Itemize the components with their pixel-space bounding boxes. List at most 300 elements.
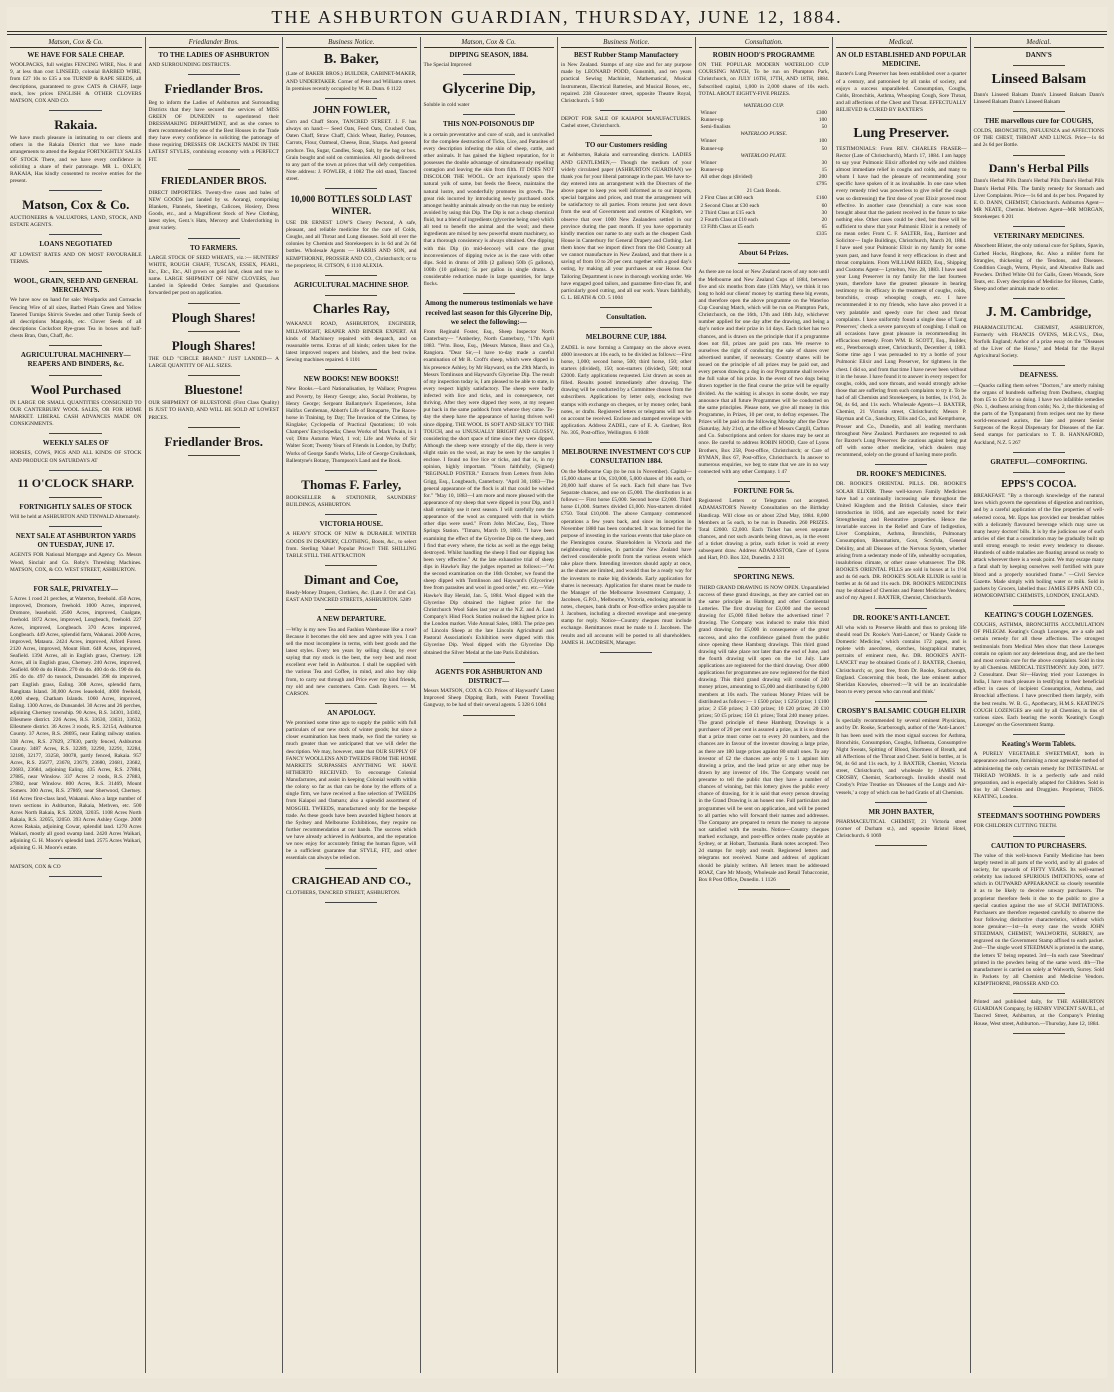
- advertisement: [836, 707, 967, 797]
- prize-group-name: WATERLOO PURSE.: [740, 131, 788, 138]
- column-header: Business Notice.: [561, 37, 692, 48]
- ad-heading: LOANS NEGOTIATED: [39, 240, 113, 249]
- ad-body: in New Zealand. Stamps of any size and for any purpose made by LEONARD PODD, Gunsmith, and ten years practical Sewing Machinist, Mathematical, Musical Instruments, Electrical Batteries, and Musical Boxes, etc., repaired. 238 Gloucester street, opposite Theatre Royal, Christchurch. 5 940: [561, 62, 692, 104]
- ad-separator: [738, 243, 790, 244]
- ad-separator: [738, 567, 790, 568]
- ad-heading: CAUTION TO PURCHASERS.: [990, 841, 1087, 850]
- prize-amount: 15: [821, 166, 827, 173]
- prize-row: [699, 174, 830, 181]
- ad-body: ON THE POPULAR MODERN WATERLOO CUP COURSING MATCH, To be run on Plumpton Park, Christchurch, on JULY 16TH, 17TH, AND 18TH, 1884. Subscribed capital, 1,000 in 2,000 shares of 10s each. TOTAL ABOUT EIGHTY-FIVE PRIZES.: [698, 62, 829, 97]
- advertisement: [974, 71, 1105, 106]
- ad-heading: NEXT SALE AT ASHBURTON YARDS ON TUESDAY, JUNE 17.: [15, 531, 136, 550]
- cash-bond-row: [699, 217, 830, 224]
- ad-separator: [600, 327, 652, 328]
- ad-heading: SPORTING NEWS.: [733, 573, 794, 582]
- ad-body: Will be held at ASHBURTON AND TINWALD Alternately.: [10, 513, 141, 520]
- ad-heading: FOR SALE, PRIVATELY—: [33, 584, 118, 593]
- advertisement: [561, 313, 692, 322]
- ad-separator: [600, 442, 652, 443]
- ad-heading: AGRICULTURAL MACHINE SHOP.: [293, 280, 409, 289]
- column-6: [695, 37, 833, 1373]
- ad-separator: [463, 715, 515, 716]
- ad-heading: STEEDMAN'S SOOTHING POWDERS: [977, 812, 1101, 821]
- prize-amount: 30: [821, 159, 827, 166]
- ad-body: New Books.—Lord Nationalisation, by Wallace; Progress and Poverty, by Henry George; also, Social Problems, by Henry George; Sergeant Ballantyne's Experiences, John Halifax Gentleman, Abbott's Life of Bonaparte, The Races-horse in Training, by Day; The Invasion of the Crimea, by Kinglake; Cyclopedia of Practical Quotations; 10 vols Champers' Encyclopedia; Chess Works of Mark Twain, in 1 vol; Ditto Autumn Ward, 1 vol; Life and Works of Sir Walter Scott; Twenty Years of Friends in London, by Duffy; Works of George Sand's Works, Life of George Cruikshank, Ballentyne's Botany, Thompson's Land and the Book.: [286, 386, 417, 464]
- ad-body: TESTIMONIALS: From REV. CHARLES FRASER—Rector (Late of Christchurch), March 17, 1884. I am happy to say your Pulmonic Elixir afforded my wife and children almost immediate relief in coughs and colds, and many to whom I have had the pleasure of recommending your specific have spoken of it as invaluable. In one case when every remedy tried was powerless to give relief the cough was so distressing) the first dose of your Elixir proved most effective. In another case (bronchial) a cure was soon brought about that the patient received in the future to take nothing else. Other cases could be cited, but these will be sufficient to show that your Pulmonic Elixir is a remedy of no mean order. From C. F. SALTER, Esq., Barrister and Solicitor— Ingle Buildings, Christchurch, March 20, 1884. I have used your Pulmonic Elixir in my family for some years past, and have found it very efficacious in chest and throat complaints. From WILLIAM REED, Esq., Shipping and Customs Agent— Lyttelton, Nov. 28, 1883. I have used your Lung Preserver in my family for the last fourteen years, therefore have the greatest pleasure in bearing testimony to its efficacy in the treatment of coughs, colds, bronchitis, croup whooping cough, etc. I have recommended it to my friends, who have also proved it a very palatable and speedy cure for chest and throat complaints. I have uniformly found a single dose of 'Lung Preserver,' check a severe paroxysm of coughing. I shall on all occasions have great pleasure in recommending its efficacious remedy. From WM. B. SCOTT, Esq., Builder, etc., Peterborough street, Christchurch, December 4, 1883. Some time ago I was persuaded to try a bottle of your Pulmonic Elixir and Lung Preserver, for tightness in the chest. I did so, and from that time I have never been without it in the house. I have found it to answer in every respect for coughs, colds, and sore throats, and would strongly advise those that are suffering from such complaints to try it. To be had of all Chemists and Storekeepers, in bottles, 1s 1½d, 2s 9d, 4s 6d, and 11s each. Wholesale Agents—J. BAXTER, Chemist, 21 Victoria street, Christchurch; Messrs P. Hayman and Co., Sansbury, Ellis and Co., and Kempthorne, Prosser and Co., Dunedin, and all leading merchants throughout New Zealand. Purchasers are requested to ask for Baxter's Lung Preserver. Be cautious against being put off with some other medicine, which dealers may recommend, solely on the ground of having more profit.: [836, 145, 967, 459]
- advertisement: [286, 476, 417, 509]
- ad-body: AUCTIONEERS & VALUATORS, LAND, STOCK, AND ESTATE AGENTS.: [10, 215, 142, 229]
- ad-body: Printed and published daily, for THE ASHBURTON GUARDIAN Company, by HENRY VINCENT SAVILL, of Tancred Street, Ashburton, at the Company's Printing House, West street, Ashburton.—Thursday, June 12, 1884.: [973, 999, 1104, 1027]
- ad-heading: JOHN FOWLER,: [312, 104, 390, 116]
- advertisement: [974, 740, 1105, 801]
- advertisement: [836, 470, 967, 602]
- ad-heading: Consultation.: [606, 313, 647, 322]
- bond-amount: 30: [821, 209, 827, 216]
- ad-separator: [325, 369, 377, 370]
- prize-row: [699, 146, 830, 153]
- advertisement: [149, 175, 280, 233]
- advertisement: [286, 301, 417, 364]
- ad-separator: [1013, 605, 1065, 606]
- ad-heading: Bluestone!: [184, 382, 243, 398]
- ad-heading: FORTUNE FOR 5s.: [733, 487, 794, 496]
- column-8: [970, 37, 1108, 1373]
- advertisement: [836, 614, 967, 696]
- prize-label: Winner: [700, 159, 717, 166]
- ad-separator: [1013, 836, 1065, 837]
- ad-heading: FORTNIGHTLY SALES OF STOCK: [19, 502, 133, 511]
- advertisement: [974, 51, 1105, 60]
- ad-separator: [1013, 452, 1065, 453]
- advertisement: [286, 375, 417, 465]
- ad-separator: [325, 565, 377, 566]
- ad-body: We promised some time ago to supply the public with full particulars of our new stock of winter goods; but since a closer examination has been made, we find the variety so much greater than we anticipated that we will defer the description. We may, however, state that OUR SUPPLY OF FANCY WOOLLENS AND TWEEDS FROM THE HOME MARKETS SURPASSES ANYTHING WE HAVE HITHERTO RECEIVED. To encourage Colonial Manufactures, and assist in keeping Colonial wealth within the colony so far as that can be done by the efforts of a single firm, we have received a fine selection of TWEEDS from Kaiapoi and Oamaru; also a splendid assortment of MOSGIEL TWEEDS, manufactured only for the bespoke trade. As these goods have been awarded highest honors at the Sydney and Melbourne Exhibitions, they require no further recommendation at our hands. The success which we have already achieved in Ashburton, and the reputation we now enjoy for accurately fitting the human figure, will be a sufficient guarantee that STYLE, FIT, and other essentials can always be relied on.: [286, 720, 417, 862]
- prize-amount: £300: [816, 109, 827, 116]
- ad-separator: [875, 608, 927, 609]
- ad-heading: AN OLD ESTABLISHED AND POPULAR MEDICINE.: [836, 51, 967, 69]
- ad-heading: Rakaia.: [54, 116, 98, 132]
- ad-body: On the Melbourne Cup (to be run in November). Capital—15,000 shares at 10s, £10,000, 5,000 shares of 10s each, or 20,000 half shares of 5s each. Each full share has Two Separate chances, and one on £5,000. The distribution is as follows:— First horse £5,000. Second horse £2,000. Third horse £1,000. Starters divided £1,000. Non-starters divided £750. Total £10,000. The above Company commenced operations a few years back, and since its inception in November 1880 has been conducted. It was formed for the purpose of investing in the various events that take place on the Flemington course. Shareholders in Victoria and the neighbouring colonies, in particular New Zealand have derived considerable profit from the various events which take place there. Intending investors should apply at once, as the shares are limited, and would thus be a ready way for the investors to make big dividends. Early application for shares is necessary. Application for shares must be made to the Manager of the Melbourne Investment Company, J. Jacobsen, G.P.O., Melbourne, Victoria, enclosing amount in notes, cheques, bank drafts or Post-office orders payable to J. Jacobsen, including a directed envelope and one-penny stamp for reply. Notice—Country cheques must include exchange. Remittances must be made to J. Jacobsen. The results and all accounts will be posted to all shareholders. JAMES H. JACOBSEN, Manager.: [561, 468, 692, 646]
- ad-body: ZADEL is now forming a Company on the above event. 4000 investors at 10s each, to be divided as follows:—First horse, 1,000; second horse, 500; third horse, 150; other starters (divided), 150; non-starters (divided), 500; total £2000. Early applications requested. List drawn as soon as filled. Results posted immediately after drawing. The drawing will be conducted by a Committee chosen from the subscribers. Applications by letter only, enclosing two stamps with exchange on cheques, or by money order, bank notes, or drafts. Registered letters or telegrams will not be on account be received. Enclose and stamped envelope with application. Address ZADEL, care of E. A. Gardner, Box No. 305, Post-office, Wellington. 6 1048: [561, 344, 692, 437]
- prize-row: [699, 138, 830, 145]
- ad-heading: Among the numerous testimonials we have received last season for this Glycerine Dip, we select the following:—: [424, 299, 553, 326]
- ad-separator: [738, 263, 790, 264]
- ad-heading: WEEKLY SALES OF: [42, 439, 109, 448]
- advertisement: [974, 117, 1105, 150]
- advertisement: [974, 304, 1105, 360]
- column-1: [7, 37, 145, 1373]
- ad-separator: [49, 526, 102, 527]
- ad-separator: [188, 455, 240, 456]
- ad-heading: BEST Rubber Stamp Manufactory: [573, 51, 679, 59]
- ad-separator: [325, 275, 377, 276]
- ad-body: Ready-Money Drapers, Clothiers, &c. (Late J. Orr and Co). EAST AND TANCRED STREETS, ASHBURTON. 5289: [286, 590, 417, 604]
- ad-body: FOR CHILDREN CUTTING TEETH.: [973, 823, 1058, 830]
- ad-body: PHARMACEUTICAL CHEMIST, ASHBURTON, Formerly with FRANCIS OVENS, M.R.C.V.S., Diss, Norfolk England; Author of a prize essay on the "Diseases of the Liver of the Horse," and Medal for the Royal Agricultural Society.: [973, 324, 1104, 360]
- ad-body: (Late of BAKER BROS.) BUILDER, CABINET-MAKER, AND UNDERTAKER. Corner of Peter and Williams street. In premises recently occupied by W. B. Dunn. 6 1122: [286, 71, 417, 92]
- bond-amount: 65: [821, 223, 827, 230]
- advertisement: [149, 51, 280, 69]
- column-7: [832, 37, 970, 1373]
- ad-heading: WE HAVE FOR SALE CHEAP.: [27, 51, 125, 59]
- ad-separator: [325, 470, 377, 471]
- ad-body: PHARMACEUTICAL CHEMIST, 21 Victoria street (corner of Durham st.), and opposite Bristol Hotel, Christchurch. 6 1069: [836, 818, 967, 840]
- advertisement: [974, 842, 1105, 989]
- prize-label: All other dogs (divided): [700, 174, 753, 181]
- ad-separator: [875, 119, 927, 120]
- column-4: [420, 37, 558, 1373]
- ad-separator: [49, 497, 102, 498]
- ad-body: Baxter's Lung Preserver has been established over a quarter of a century, and patronised by all ranks of society, and enjoys a success unparalleled. Consumption, Coughs, Colds, Bronchitis, Asthma, Whooping Cough, Sore Throat, and all affections of the Chest and Throat. EFFECTUALLY RELIEVED & CURED BY BAXTER'S: [836, 71, 967, 114]
- ad-heading: VETERINARY MEDICINES.: [993, 232, 1084, 241]
- advertisement: [10, 503, 142, 521]
- ad-body: Dann's Herbal Pills Dann's Herbal Pills Dann's Herbal Pills Dann's Herbal Pills. The family remedy for Stomach and Liver Complaints. Price—1s 6d and 4s per box. Prepared by E. O. DANN, CHEMIST, Christchurch. Ashburton Agent—MR NEATE, Chemist. Methven Agent—MR MORGAN, Storekeeper. 6 201: [973, 178, 1104, 221]
- ad-body: MATSON, COX & CO: [10, 863, 61, 870]
- bond-label: 2 First Class at £80 each: [700, 195, 754, 202]
- ad-separator: [49, 470, 102, 471]
- advertisement: [699, 249, 830, 258]
- ad-heading: THE marvellous cure for COUGHS,: [984, 116, 1094, 125]
- advertisement: [974, 812, 1105, 830]
- ad-heading: VICTORIA HOUSE.: [319, 520, 383, 529]
- ad-separator: [49, 190, 102, 191]
- ad-separator: [1013, 298, 1065, 299]
- advertisement: [974, 458, 1105, 467]
- ad-heading: Keating's Worm Tablets.: [1001, 740, 1076, 749]
- ad-separator: [1013, 111, 1065, 112]
- ad-body: LARGE STOCK OF SEED WHEATS, viz.:— HUNTERS' WHITE, ROUGH CHAFF, TUSCAN, ESSEX, PEARL, Etc., Etc., Etc., All grown on gold land, clean and true to name. LARGE SHIPMENT OF NEW CLOVERS, Just Landed in Splendid Order. Samples and Quotations forwarded per post on application.: [148, 254, 279, 297]
- advertisement: [699, 269, 830, 476]
- ad-separator: [325, 98, 377, 99]
- column-3: [282, 37, 420, 1373]
- ad-body: Messrs MATSON, COX & CO. Prices of Hayward's' Latest Improved Sheep Dipping Bath, with Patent Travelling Gangway, to be had of their several agents. 5 328 6 1084: [423, 688, 554, 709]
- ad-body: The Special Improved: [423, 62, 472, 69]
- ad-separator: [738, 889, 790, 890]
- advertisement: [10, 196, 142, 229]
- ad-heading: Plough Shares!: [171, 337, 256, 353]
- masthead-rule-2: [7, 34, 1107, 35]
- ad-separator: [49, 375, 102, 376]
- advertisement: [974, 999, 1105, 1028]
- advertisement: [699, 573, 830, 883]
- masthead-title: THE ASHBURTON GUARDIAN, THURSDAY, JUNE 12, 1884.: [271, 7, 843, 27]
- ad-body: COUGHS, ASTHMA, BRONCHITIS ACCUMULATION OF PHLEGM. Keating's Cough Lozenges, are a safe and certain remedy for all these affections. The strongest testimonials from Medical Men show that these Lozenges contain no opium nor any deleterious drug, and are the best and most certain cure for the above complaints. Sold in tins by all Chemists. MEDICAL TESTIMONY. July 20th, 1877. 2 Consultant. Dear Sir—Having tried your Lozenges in India, I have much pleasure in testifying to their beneficial effect in cases of incipient Consumption, Asthma, and Bronchial affections. I have prescribed them largely, with the best results. W. B. G., Apothecary, H.M.S. KEATING'S COUGH LOZENGES are sold by all Chemists, in tins of various sizes. Each bearing the words 'Keating's Cough Lozenges' on the Government Stamp.: [973, 622, 1104, 728]
- ad-separator: [188, 427, 240, 428]
- ad-body: BREAKFAST. "By a thorough knowledge of the natural laws which govern the operations of digestion and nutrition, and by a careful application of the fine properties of well-selected cocoa, Mr. Epps has provided our breakfast tables with a delicately flavoured beverage which may save us many heavy doctors' bills. It is by the judicious use of such articles of diet that a constitution may be gradually built up until strong enough to resist every tendency to disease. Hundreds of subtle maladies are floating around us ready to attack wherever there is a weak point. We may escape many a fatal shaft by keeping ourselves well fortified with pure blood and a properly nourished frame." —Civil Service Gazette. Made simply with boiling water or milk. Sold in packets by Grocers, labelled thus: JAMES EPPS AND CO., HOMOEOPATHIC CHEMISTS, LONDON, ENGLAND.: [973, 493, 1104, 599]
- column-header: Consultation.: [699, 37, 830, 48]
- ad-body: Soluble in cold water: [423, 102, 470, 109]
- advertisement: [561, 116, 692, 130]
- cash-bond-row: [699, 224, 830, 231]
- advertisement: [974, 611, 1105, 729]
- bond-amount: 60: [821, 202, 827, 209]
- prize-group-name: WATERLOO PLATE.: [740, 152, 787, 159]
- advertisement: [10, 277, 142, 340]
- advertisement: [10, 116, 142, 185]
- cash-bond-row: [699, 195, 830, 202]
- advertisement: [974, 371, 1105, 446]
- ad-separator: [49, 345, 102, 346]
- ad-heading: DANN'S: [1025, 51, 1052, 59]
- column-header: Business Notice.: [286, 37, 417, 48]
- column-header: Medical.: [974, 37, 1105, 48]
- ad-separator: [49, 110, 102, 111]
- bond-label: 2 Fourth Class at £10 each: [700, 216, 758, 223]
- ad-heading: Lung Preserver.: [853, 126, 950, 142]
- advertisement: [424, 51, 555, 69]
- advertisement: [561, 51, 692, 105]
- ad-heading: TO THE LADIES OF ASHBURTON: [158, 51, 270, 59]
- ad-separator: [325, 514, 377, 515]
- ad-body: THIRD GRAND DRAWING IS NOW OPEN. Unparalleled success of these grand drawings, as they are carried out on the same principle as Hamburg and other Continental Lotteries. The first drawing for £3,000 and the second drawing for £5,000 filled before the advertised time! 7 drawing. The Company was induced to make this third grand drawing for £5,000 in consequence of the great success, and also the confidence gained from the public since opening these Hamburg drawings. This third grand drawing will take place not later than the end of June, and the fourth drawing will open on the 1st July. Late applications are registered for the third drawing. Over 4000 applications for programmes are now registered for the third drawing. This third grand drawing will consist of 240 money prizes, amounting to £5,000 and distributed by 6,000 members at 10s each. The various Money Prizes will be distributed as follows:— 1 £500 prize; 1 £250 prize; 1 £100 prize; 2 £50 prizes; 3 £30 prizes; 10 £20 prizes; 20 £10 prizes; 50 £5 prizes; 150 £1 prizes; Total 240 money prizes. The grand principle of these Hamburg Drawings is a purchaser of 20 per cent is assured a prize, as it is so drawn that a prize must come out to every 20 numbers, and the chances are in favour of the investor drawing a large prize, as there are 180 large prizes against 80 small ones. To any investor of £2 the chances are only 5 to 1 against him drawing a prize, and the lead prize or any other may be drawn by any investor of 10s. The Company would not presume to tell the public that they have a number of chances of winning, but this lottery gives the public every chance of drawing, for it is said that every person drawing in the Grand Drawing is an honest one. Full particulars and programmes will be sent on application, and will be posted to all parties who will forward their names and addresses. The Company are prepared to return the money to anyone not satisfied with the results. Notice—Country cheques marked exchange, and post-office orders made payable at Sydney, or at Hobart, Tasmania. Bank notes accepted. Two 2d stamps for reply and result. Registered letters and telegrams not received. Name and address of applicant should be plainly written. All letters must be addressed ROAZ, Care Mr Moody, Wholesale and Retail Tobacconist, Box 8 Post Office, Dunedin. 1 1126: [698, 584, 829, 883]
- advertisement: [974, 161, 1105, 222]
- ad-separator: [875, 845, 927, 846]
- advertisement: [286, 615, 417, 697]
- ad-separator: [463, 74, 515, 75]
- advertisement: [10, 864, 142, 871]
- ad-separator: [600, 110, 652, 111]
- ad-heading: WOOL, GRAIN, SEED AND GENERAL MERCHANTS.: [13, 276, 138, 295]
- ad-separator: [463, 114, 515, 115]
- advertisement: [10, 351, 142, 369]
- advertisement: [149, 80, 280, 163]
- ad-heading: Thomas F. Farley,: [301, 476, 402, 492]
- ad-heading: Dimant and Coe,: [304, 571, 399, 587]
- ad-heading: 10,000 BOTTLES SOLD LAST WINTER.: [290, 194, 413, 217]
- ad-separator: [875, 464, 927, 465]
- ad-heading: 11 O'CLOCK SHARP.: [17, 475, 135, 490]
- advertisement: [699, 51, 830, 98]
- advertisement: [286, 874, 417, 898]
- advertisement: [10, 381, 142, 429]
- prize-label: Runner-up: [700, 166, 724, 173]
- prize-label: Winner: [700, 109, 717, 116]
- ad-separator: [1013, 806, 1065, 807]
- advertisement: [286, 104, 417, 183]
- bond-label: 2 Third Class at £15 each: [700, 209, 756, 216]
- ad-body: The value of this well-known Family Medicine has been largely tested in all parts of the world, and by all grades of society, for upwards of FIFTY YEARS. Its well-earned celebrity has induced SPURIOUS IMITATIONS, some of which in OUTWARD APPEARANCE so closely resemble it as to be likely to deceive unwary purchasers. The proprietor therefore feels it due to the public to give a special caution against the use of SUCH IMITATIONS. Purchasers are therefore requested carefully to observe the four following distinctive characteristics, without which none genuine:—1st—In every case the words JOHN STEEDMAN, CHEMIST, WALWORTH, SURREY, are engraved on the Government Stamp affixed to each packet. 2nd—The single word STEEDMAN is printed in the stamp, the letters 'E' being repeated. 3rd—In each case 'Steedman' printed in the powders being of the same word. 4th—The manufacturer is carried on solely at Walworth, Surrey. Sold in Packets by all Chemists and Medicine Vendors. KEMPTHORNE, PROSSER AND CO.: [973, 852, 1104, 988]
- ad-heading: MELBOURNE CUP, 1884.: [585, 333, 667, 342]
- ad-body: —Why is my new Tea and Fashion Warehouse like a rose? Because it becomes the old new and agree with you. I can sell the most incomplete in terms, with best goods and the latest styles. Every ten years by selling cheap, by ever saying that my stock is the best, the very best and most excellent ever held in Ashburton. I shall be supplied with the various Tea and Coffee, in mind, and also buy ship from, to carry out through and Price ever my kind friends, my old and new customers. Cam. Cash Buyers. — M. CARSON.: [286, 626, 417, 697]
- ad-body: From Reginald Foster, Esq., Sheep Inspector North Canterbury— "Amberley, North Canterbury, "17th April 1883. "Wm. Boss, Esq., (Messrs Matson, Buss and Co.), Rangiora. "Dear Sir,—I have to-day made a careful examination of Mr R. Croft's sheep, which were dipped in his presence Ashley, by Mr Hayward, on the 29th March, in Messrs Tomlinson and Hayward's Glycerine Dip. The result of my inspection today is, I am pleased to be able to state, in every respect highly satisfactory. The sheep were badly infected with lice and ticks, and in consequence, not thriving. After they were dipped they were, at my request put back in the same paddock from whence they came. To-day the sheep have the appearance of having thriven well since dipping. THE WOOL IS SOFT AND SILKY TO THE TOUCH, and so UNUSUALLY BRIGHT AND GLOSSY, considering the short space of time since they were dipped. Although the sheep were strongly of the dip, there is very slight stain on the wool, as may be seen by the samples I enclose. I found no live lice or ticks, and that is, in my opinion, highly important. "Yours faithfully, (Signed) "REGINALD FOSTER." Extracts from Letters from John Grigg, Esq., Longbeach, Canterbury. "April 30, 1883—The general appearance of the flock is all that could be wished for." "May 10, 1883—I am more and more pleased with the appearance of my sheep that were dipped in your Dip, and I shall certainly use it next season. I will carefully note the appearance of the wool as compared with that in which other dips were used." From John McCaw, Esq., Three Springs Station. "Timaru, March 19, 1883. "I have been examining the effect of the Glycerine Dip on the sheep, and I find that every where, the ticks as well as the eggs being destroyed. Whilst handling the sheep I find our dipping has been very effective." At the late exhaustive trial of sheep dips in Hawke's Bay the judges reported as follows:—"At the second examination on the 16th October, we found the sheep dipped with Tomlinson and Hayward's (Glycerine) free from parasites and wool in good order," etc. etc.—Vide Hawke's Bay Herald, Jan. 5, 1884. Wool dipped with the Glycerine Dip obtained the highest price for the Christchurch Wool Sales last year at the N.Z. and A. Land Company's Hind Flock Station realised the highest price in the London market. Vide Annual Sales, 1883. The prize pen of Lincoln Sheep at the late Lincoln Agricultural and Pastoral Association's Exhibition were dipped with this Glycerine Dip. Wool dipped with the Glycerine Dip obtained the Silver Medal at the late Paris Exhibition.: [423, 328, 554, 656]
- ad-separator: [49, 234, 102, 235]
- bond-label: 2 Second Class at £30 each: [700, 202, 760, 209]
- ad-separator: [188, 303, 240, 304]
- masthead-rule: [7, 31, 1107, 32]
- ad-separator: [875, 802, 927, 803]
- ad-body: We have much pleasure in intimating to our clients and others in the Rakaia District that we have made arrangements to attend the Regular FORTNIGHTLY SALES OF STOCK There, and we have every confidence in soliciting a share of their patronage. MR L. OXLEY, RAKAIA, Has kindly consented to receive entries for the present.: [10, 135, 142, 184]
- advertisement: [10, 439, 142, 464]
- advertisement: [561, 333, 692, 437]
- ad-separator: [1013, 365, 1065, 366]
- advertisement: [424, 120, 555, 288]
- cash-total: £335: [816, 231, 827, 238]
- ad-body: A PURELY VEGETABLE SWEETMEAT, both in appearance and taste, furnishing a most agreeable method of administering the only certain remedy for INTESTINAL or THREAD WORMS. It is a perfectly safe and mild preparation, and is especially adapted for Children. Sold in tins by all Chemists and Druggists. Proprietor, THOS. KEATING, London.: [973, 751, 1104, 801]
- ad-body: Beg to inform the Ladies of Ashburton and Surrounding Districts that they have secured the services of MISS GREEN OF DUNEDIN to superintend their DRESSMAKING DEPARTMENT, and as she comes to them recommended by one of the Best Houses in the Trade they have every confidence in soliciting the patronage of those requiring DRESSES OR JACKETS MADE IN THE LATEST STYLES, combining economy with a PERFECT FIT.: [148, 99, 279, 163]
- ad-body: We have now on hand for sale: Woolpacks and Cornsacks Fencing Wire of all sizes, Barbed Plain Green and Yellow Tanered Turnips Shirvis Swedes and other Turnip Seeds of all descriptions Mangolds, etc. Clover Seeds of all descriptions Cocksfoot Rye-grass Tea in boxes and half-chests Bran, Oats, Chaff, &c.: [10, 297, 142, 339]
- ad-body: Registered Letters or Telegrams not accepted. ADAMASTOR'S Novelty Consultation on the Birthday Handicap. Will close on or about 22nd May, 1884. 8,000 Members at 5s each, to be run in Dunedin. 260 PRIZES. Total £2000. £2,000. Each Ticket has seven separate chances, and not such awards being drawn, as, in the event of a ticket drawing a prize, such ticket is void at every subsequent draw. Address ADAMASTOR, Care of Lyons and Hart, P.O. Box 324, Dunedin. 2 331: [698, 498, 829, 562]
- ad-separator: [325, 902, 377, 903]
- ad-separator: [1013, 65, 1065, 66]
- advertisement: [424, 668, 555, 710]
- newspaper-page: [7, 7, 1107, 1378]
- ad-heading: CRAIGHEAD AND CO.,: [291, 874, 411, 887]
- ad-heading: Dann's Herbal Pills: [988, 160, 1089, 175]
- ad-separator: [463, 293, 515, 294]
- ad-separator: [188, 169, 240, 170]
- advertisement: [836, 51, 967, 114]
- ad-heading: Plough Shares!: [171, 309, 256, 325]
- ad-body: is a certain preventative and cure of scab, and is unrivalled for the complete destruction of Ticks, Lice, and Parasites of every description infesting the skin of sheep, cattle, and other animals. It has gained the highest reputation, for it possesses the double advantage of simultaneously repelling contagion and leaving the skin from filth. IT DOES NOT DISCOLOR THE WOOL. Or act injuriously upon the natural yolk of same, but feeds the fleece, maintains the natural lustre, and wonderfully promotes its growth. The great risk incurred by introducing newly purchased stock amongst healthy animals already on the run may be entirely avoided by using this Dip. The Dip is not a cheap chemical fluid, but a blend of ingredients (glycerine being one) which all tend to benefit the animal and the wool; and these ingredients are mixed by new powerful steam machinery, so that a thorough consistency is always obtained. One dipping with this Dip (in mid-decoce) will cure the great inconveniences of dipping twice as is the case with other dips. Sold in drums of 20lb (2 gallons) 50lb (5 gallons), 100lb (10 gallons); 5s per gallon in single drums. A considerable reduction made in large quantities, for large flocks.: [423, 131, 554, 288]
- ad-body: All who wish to Preserve Health and thus to prolong life should read Dr. Rooke's 'Anti-Lancet,' or 'Handy Guide to Domestic Medicine,' which contains 172 pages, and is replete with anecdotes, sketches, biographical matter, portraits of eminent men, &c. DR. ROOKE'S ANTI-LANCET may be obtained Gratis of J. BAXTER, Chemist, Christchurch; or, post free, from Dr. Rooke, Scarborough, England. Concerning this book, the late eminent author Sheridan Knowles, observed:—'It will be an incalculable boon to every person who can read and think.': [836, 624, 967, 695]
- ad-body: at Ashburton, Rakaia and surrounding districts. LADIES AND GENTLEMEN,— Though the medium of your widely circulated paper (ASHBURTON GUARDIAN) we thank you for your liberal patronage in the past. We have to-day entered into an arrangement with the Directors of the above paper to keep you well informed as to our imports, special bargains and prices, and trust the arrangement will be satisfactory to all parties. From returns just sent down from the seat of Government and centres of Kingdom, we observe that over 1000 New Zealanders settled in our province during the past month. If you have opportunity kindly mention our name to any such as the cheapest Cash House in Canterbury for General Drapery and Clothing. Let them know that we import direct from the Old Country all we cannot manufacture in New Zealand, and that there is a saving of from 10 to 20 per cent. together with a good day's outing, by making all your purchases at our House. Our Tailoring Department is now in thorough working order. We have engaged good tailors, and guarantee first-class fit, and particularly good cutting, and all our work. Yours faithfully, G. L. BEATH & CO. 5 1004: [561, 152, 692, 301]
- prize-amount: 100: [818, 117, 827, 124]
- cash-bond-row: [699, 203, 830, 210]
- bond-label: 13 Fifth Class at £5 each: [700, 223, 754, 230]
- ad-heading: AGRICULTURAL MACHINERY— REAPERS AND BINDERS, &c.: [20, 351, 131, 369]
- prize-label: Runner-up: [700, 117, 724, 124]
- masthead: [7, 7, 1107, 29]
- advertisement: [424, 80, 555, 109]
- advertisement: [149, 244, 280, 298]
- ad-heading: AN APOLOGY.: [327, 708, 376, 717]
- ad-heading: Glycerine Dip,: [442, 81, 536, 98]
- ad-body: WOOLPACKS, full weights FENCING WIRE, Nos. 8 and 9, at less than cost LINSEED, colonial BARBED WIRE, from £27 10s to £35 a ton TURNIP & RAPE SEEDS, all descriptions, guaranteed to grow CATS & CHAFF, large stock, low prices ENGLISH & OTHER CLOVERS MATSON, COX AND CO.: [10, 62, 142, 104]
- ad-separator: [49, 433, 102, 434]
- ad-separator: [49, 876, 102, 877]
- ad-separator: [325, 609, 377, 610]
- ad-separator: [738, 481, 790, 482]
- ad-body: AGENTS FOR National Mortgage and Agency Co. Messrs Wood, Sinclair and Co. Roby's Threshing Machines. MATSON, COX, & CO. WEST STREET, ASHBURTON.: [10, 552, 142, 573]
- advertisement: [149, 309, 280, 326]
- ad-body: COLDS, BRONCHITIS, INFLUENZA and AFFECTIONS OF THE CHEST, THROAT AND LUNGS. Price—1s 6d and 2s 6d per Bottle.: [973, 128, 1104, 149]
- ad-body: WAKANUI ROAD, ASHBURTON, ENGINEER, MILLWRIGHT, REAPER AND BINDER EXPERT. All kinds of Machinery repaired with despatch, and on reasonable terms. Extras of all kinds; orders taken for the latest improved reapers and binders, and the best twine. Sewing machines repaired. 6 1101: [286, 321, 417, 364]
- ad-heading: TO FARMERS.: [189, 243, 238, 252]
- ad-heading: KEATING'S COUGH LOZENGES.: [984, 611, 1094, 619]
- ad-heading: Friedlander Bros.: [164, 81, 263, 97]
- ad-separator: [325, 868, 377, 869]
- ad-body: Is specially recommended by several eminent Physicians, and by Dr. Rooke, Scarborough, author of the 'Anti-Lancet.' It has been used with the most signal success for Asthma, Bronchitis, Consumption, Coughs, Influenza, Consumptive Night Sweats, Spitting of Blood, Shortness of Breath, and all Affections of the Throat and Chest. Sold in bottles, at 1s 9d, 4s 6d and 11s each, by J. BAXTER, Chemist, Victoria street, Christchurch, and wholesale by JAMES M. CROSBY, Chemist, Scarborough. Invalids should read Crosby's Prize Treatise on 'Diseases of the Lungs and Air-vessels,' a copy of which can be had Gratis of all Chemists.: [836, 718, 967, 796]
- ad-separator: [1013, 155, 1065, 156]
- ad-heading: THIS NON-POISONOUS DIP: [443, 120, 535, 129]
- advertisement: [286, 520, 417, 560]
- ad-heading: MELBOURNE INVESTMENT CO'S CUP CONSULTATION 1884.: [561, 448, 691, 466]
- ad-heading: Matson, Cox & Co.: [22, 197, 130, 213]
- ad-separator: [325, 703, 377, 704]
- ad-heading: ROBIN HOOD'S PROGRAMME: [712, 51, 815, 59]
- ad-separator: [49, 271, 102, 272]
- ad-heading: GRATEFUL—COMFORTING.: [990, 457, 1088, 466]
- advertisement: [974, 478, 1105, 600]
- ad-heading: Charles Ray,: [312, 302, 390, 318]
- advertisement: [149, 337, 280, 370]
- ad-body: A HEAVY STOCK OF NEW & DURABLE WINTER GOODS IN DRAPERY, CLOTHING, Boots, &c., to select from. Sterling Value! Popular Prices!! THE SHILLING TABLE STILL THE ATTRACTION: [286, 531, 417, 559]
- ad-separator: [325, 295, 377, 296]
- ad-separator: [188, 74, 240, 75]
- advertisement: [10, 585, 142, 853]
- ad-body: THE OLD "CIRCLE BRAND." JUST LANDED— A LARGE QUANTITY OF ALL SIZES.: [148, 355, 279, 369]
- ad-heading: Friedlander Bros.: [164, 433, 263, 449]
- advertisement: [561, 448, 692, 647]
- advertisement: [149, 381, 280, 422]
- ad-body: BOOKSELLER & STATIONER, SAUNDERS' BUILDINGS, ASHBURTON.: [286, 495, 417, 509]
- ad-body: —Quacks calling them selves "Doctors," are utterly ruining the organs of hundreds suffering from Deafness, charging from £5 to £20 for so doing. I have two infallible remedies (No. 1, deafness arising from colds; No. 2, the thickening of the parts of the Tympanum) from recipes sent me by these world-renowned aurists, the late and present Senior Surgeons of the Royal Dispensary for Diseases of the Ear. Send stamps for particulars to T. B. HANNAFORD, Auckland, N.Z. 5 267: [973, 382, 1104, 446]
- prize-total: £795: [816, 181, 827, 188]
- advertisement: [10, 240, 142, 265]
- ad-heading: Linseed Balsam: [991, 72, 1086, 88]
- ad-separator: [463, 662, 515, 663]
- advertisement: [424, 299, 555, 656]
- ad-separator: [1013, 472, 1065, 473]
- prize-table: [699, 103, 830, 238]
- ad-body: DIRECT IMPORTERS. Twenty-five cases and bales of NEW GOODS just landed by ss. Aorangi, comprising Blankets, Flannels, Sheetings, Calicoes, Hosiery, Dress Goods, etc., and a Magnificent Stock of New Clothing, latest styles, Gent.'s Hats, Mercery and Underclothing in great variety.: [148, 189, 279, 232]
- ad-heading: About 64 Prizes.: [739, 249, 789, 258]
- ad-heading: J. M. Cambridge,: [986, 305, 1092, 321]
- advertisement: [286, 571, 417, 604]
- ad-heading: AGENTS FOR ASHBURTON AND DISTRICT—: [435, 667, 543, 685]
- advertisement: [561, 141, 692, 302]
- column-5: [557, 37, 695, 1373]
- ad-body: DEPOT FOR SALE OF KAIAPOI MANUFACTURES. Cashel street, Christchurch.: [561, 115, 692, 130]
- column-2: [145, 37, 283, 1373]
- advertisement: [286, 51, 417, 93]
- ad-separator: [1013, 1033, 1065, 1034]
- ad-separator: [49, 579, 102, 580]
- ad-body: HORSES, COWS, PIGS AND ALL KINDS OF STOCK AND PRODUCE ON SATURDAYS AT: [10, 450, 142, 464]
- advertisement: [286, 194, 417, 270]
- column-header: Matson, Cox & Co.: [424, 37, 555, 48]
- prize-label: Semi-finalists: [700, 124, 731, 131]
- column-header: Medical.: [836, 37, 967, 48]
- advertisement: [10, 476, 142, 492]
- column-header: Matson, Cox & Co.: [10, 37, 142, 48]
- advertisement: [10, 51, 142, 105]
- ad-separator: [325, 188, 377, 189]
- column-header: Friedlander Bros.: [149, 37, 280, 48]
- prize-amount: 200: [818, 174, 827, 181]
- prize-row: [699, 110, 830, 117]
- ad-heading: DEAFNESS.: [1019, 371, 1058, 380]
- ad-body: 5 Acres 1 rood 21 perches, at Waterton, freehold. 450 Acres, improved, Dromore, freehold. 1000 Acres, improved, Dromore, leasehold. 2500 Acres, improved, Coalgate, freehold. 1872 Acres, improved, Longbeach, freehold. 227 Acres, improved, Longbeach. 370 Acres improved, Longbeach. 449 Acres, splendid farm, Wakanui. 2000 Acres, improved, Mataura. 2424 Acres, improved, Alford Forest. 2120 Acres, improved, Mount Hutt. 648 Acres, improved, Seafield. 1394 Acres, all in English grass, Chertsey. 128 Acres, all in English grass, Chertsey. 240 Acres, improved, Seafield. 600 do do Hinds. 270 do do. 400 do do. 190 do do. 265 do do. 497 do tussock, Dunsandel. 398 do improved, part English grass, Ealing. 308 Acres, splendid farm, Rangitata Island. 30,000 Acres leasehold, 4000 freehold, 4,000 sheep, Chatham Islands. 1060 Acres, improved, Ealing. 1300 Acres, do Dunsandel. 30 Acres and 26 perches, adjoining Chertsey township. 90 Acres, R.S. 34301, 34302, Ellesmere district. 226 Acres, R.S. 33630, 33631, 33632, Ellesmere district. 36 Acres 3 roods, R.S. 32154, Ashburton County. 37 Acres, R.S. 28695, near Ealing railway station. 338 Acres, R.S. 27829, 27830, partly fenced, Ashburton County. 3487 Acres, R.S. 32289, 32290, 32291, 32284, 32186, 32177, 33258, 30078, partly fenced, Rakaia. 957 Acres, R.S. 25677, 23678, 23679, 23680, 23681, 23682, 23683, 23684, adjoining Ealing. 435 Acres, R.S. 27884, 27885, near Winslow. 337 Acres 2 roods, R.S. 27883, 27882, near Winslow. 800 Acres, R.S. 31469, Mount Somers. 300 Acres, R.S. 27869, near Sherwood, Chertsey. 164 Acres first-class land, Wakanui. Also a large number of town sections in Ashburton, Rakaia, Methven, etc. 500 Acres North Rakaia, R.S. 32028, 32035. 1108 Acres North Rakaia, R.S. 32055, 32050. 393 Acres Ashley Gorge. 2000 Acres Rakaia, adjoining Cowar, splendid land. 1270 Acres Waikari, mostly all good swamp land. 2420 Acres Waikari, adjoining G. H. Moore's splendid land. 2575 Acres Waikari, adjoining G. H. Moore's estate.: [10, 596, 142, 852]
- ad-heading: Wool Purchased: [30, 381, 121, 397]
- ad-body: AND SURROUNDING DISTRICTS.: [148, 62, 231, 69]
- advertisement: [974, 232, 1105, 293]
- ad-separator: [1013, 993, 1065, 994]
- advertisement: [286, 709, 417, 863]
- ad-body: USE DR ERNEST LOW'S Cherry Pectoral, A safe, pleasant, and reliable medicine for the cure of Colds, Coughs, and all Throat and Lung diseases. Sold all over the colonies by Chemists and Storekeepers in 1s 6d and 2s 6d bottles. Wholesale Agents — HARRIS AND SON, and KEMPTHORNE, PROSSER AND CO., Christchurch; or to the proprietor, H. CITSON, 6 1110 ALEXIA.: [286, 219, 417, 269]
- ad-separator: [600, 135, 652, 136]
- prize-amount: 50: [821, 145, 827, 152]
- ad-separator: [188, 238, 240, 239]
- prize-amount: 100: [818, 138, 827, 145]
- ad-separator: [188, 331, 240, 332]
- advertisement: [699, 487, 830, 562]
- ad-heading: B. Baker,: [323, 52, 379, 67]
- ad-body: As there are no local or New Zealand races of any note until the Melbourne and New Zealand Cups of 1884, between five and six months from date (13th May), we think it too long to hold our clients' money by starting these big events, and therefore open the above programme on the Waterloo Cup Coursing Match, which will be run on Plumpton Park, Christchurch, on the 16th, 17th and 18th July, whichever number applied for one day after the drawing, and being a day's notice and their prize in 14 days. Each ticket has two chances, and is drawn on the principle that if a programme does not fill, prizes are paid pro rata. We reserve to ourselves the right of conducting the sale of shares over advertised number, if necessary. Country shares will be issued on the principle of all prizes may be paid out, and every person drawing a dog in our Programme shall receive the full value of his prize. In the event of two dogs being drawn together in the final course the prize will be equally divided. As the waiting is always in some doubt, we may announce that all future Programmes will be conducted on the same principles. Please note, we give all money in this Programme, in Prizes, 10 per cent, to defray expenses. The Prizes will be paid on the following Monday after the Draw (Saturday, July 21st), at the office of Messrs Cargill, Carlton and Co. Subscriptions and orders for shares may be sent at once. Be careful to address ROBIN HOOD, Care of Lyons Brothers, Box 258, Post-office, Christchurch; or Care of BYMAN, Box 67, Post-office, Christchurch. In answer to numerous enquiries, we beg to state that we are in no way connected with any other Company. 1 47: [698, 269, 829, 475]
- ad-heading: DR. ROOKE'S ANTI-LANCET.: [852, 613, 950, 622]
- ad-body: DR. ROOKE'S ORIENTAL PILLS. DR. ROOKE'S SOLAR ELIXIR. These well-known Family Medicines have had a continually increasing sale throughout the United Kingdom and the British Colonies, since their introduction in 1836, and are especially noted for their Strengthening and Restorative properties. Hence the invariable success in the Relief and Cure of Indigestion, Liver Complaints, Asthma, Bronchitis, Pulmonary Consumption, Rheumatism, Gout, Scrofula, General Debility, and all Diseases of the Nervous System, whether arising from a sedentary mode of life, unhealthy occupation, insalubrious climate, or other cause whatsoever. The DR. ROOKE'S ORIENTAL PILLS are sold in boxes at 1s 1½d and 4s 6d each. DR. ROOKE'S SOLAR ELIXIR is sold in bottles at 4s 6d and 11s each. DR. ROOKE'S MEDICINES may be obtained of Chemists and Patent Medicine Vendors; and of my Agent J. BAXTER, Chemist, Christchurch.: [836, 481, 967, 602]
- ad-body: AT LOWEST RATES AND ON MOST FAVOURABLE TERMS.: [10, 251, 142, 265]
- ad-separator: [875, 701, 927, 702]
- advertisement: [10, 532, 142, 574]
- cash-bonds-title: 21 Cash Bonds.: [746, 188, 781, 195]
- ad-heading: A NEW DEPARTURE.: [316, 615, 386, 624]
- ad-body: OUR SHIPMENT OF BLUESTONE (First Class Quality) IS JUST TO HAND, AND WILL BE SOLD AT LOWEST PRICES.: [148, 400, 279, 421]
- prize-label: Runner-up: [700, 145, 724, 152]
- ad-separator: [49, 858, 102, 859]
- ad-heading: DR. ROOKE'S MEDICINES.: [856, 470, 946, 479]
- bond-amount: 20: [821, 216, 827, 223]
